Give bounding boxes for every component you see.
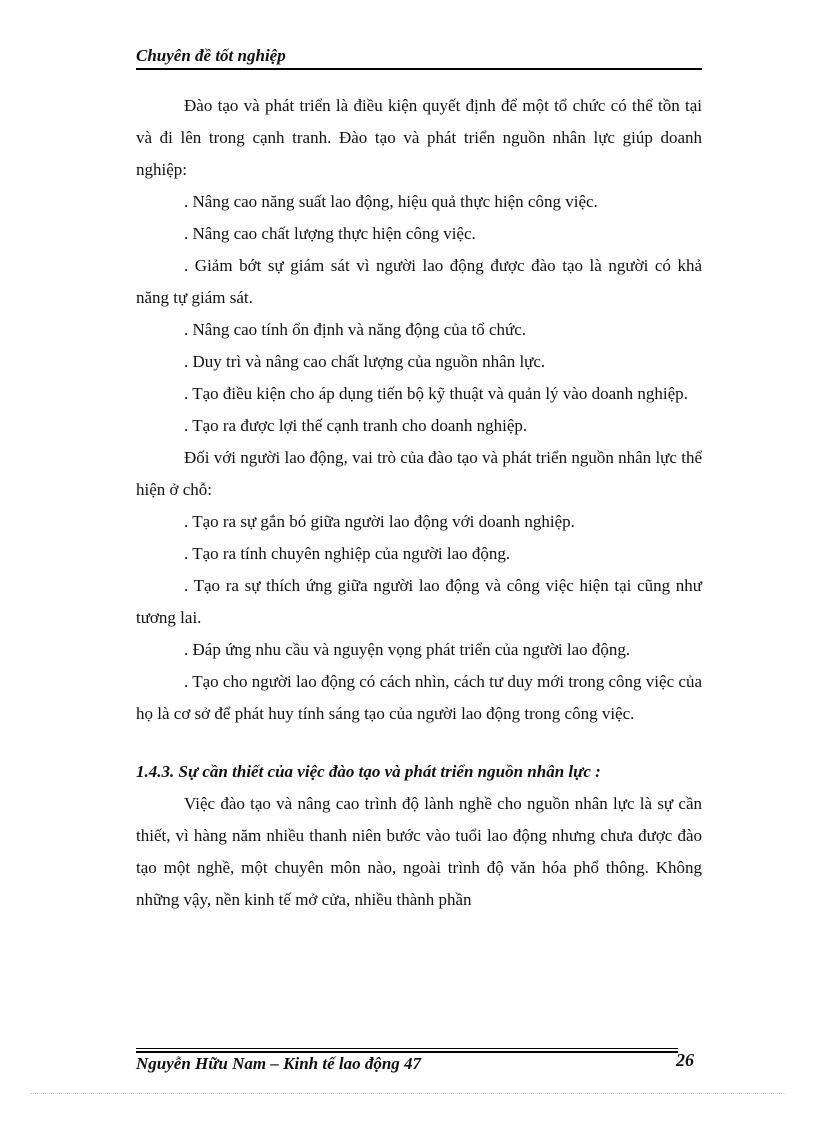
section-paragraph: Việc đào tạo và nâng cao trình độ lành nghề cho nguồn nhân lực là sự cần thiết, vì hàng năm nhiều thanh niên bước vào tuổi lao động nhưng chưa được đào tạo một nghề, một chuyên môn nào, ngoài trình độ văn hóa phổ thông. Không những vậy, nền kinh tế mở cửa, nhiều thành phần (136, 794, 702, 909)
footer-author: Nguyễn Hữu Nam – Kinh tế lao động 47 (136, 1054, 422, 1073)
body-text (136, 90, 702, 916)
paragraph: . Tạo cho người lao động có cách nhìn, cách tư duy mới trong công việc của họ là cơ sở để phát huy tính sáng tạo của người lao động trong công việc. (136, 672, 702, 723)
paragraph: . Nâng cao chất lượng thực hiện công việc. (184, 224, 476, 243)
paragraph: . Giảm bớt sự giám sát vì người lao động được đào tạo là người có khả năng tự giám sát. (136, 256, 702, 307)
page-header-title: Chuyên đề tốt nghiệp (136, 46, 702, 70)
paragraph: . Tạo điều kiện cho áp dụng tiến bộ kỹ thuật và quản lý vào doanh nghiệp. (184, 384, 688, 403)
section-heading: 1.4.3. Sự cần thiết của việc đào tạo và phát triển nguồn nhân lực : (136, 762, 601, 781)
paragraph: . Tạo ra sự gắn bó giữa người lao động với doanh nghiệp. (184, 512, 575, 531)
paragraph: Đào tạo và phát triển là điều kiện quyết định để một tổ chức có thể tồn tại và đi lên trong cạnh tranh. Đào tạo và phát triển nguồn nhân lực giúp doanh nghiệp: (136, 96, 702, 179)
paragraph: . Duy trì và nâng cao chất lượng của nguồn nhân lực. (184, 352, 546, 371)
paragraph: . Nâng cao tính ổn định và năng động của tổ chức. (184, 320, 527, 339)
paragraph: Đối với người lao động, vai trò của đào tạo và phát triển nguồn nhân lực thể hiện ở chỗ: (136, 448, 702, 499)
paragraph: . Nâng cao năng suất lao động, hiệu quả thực hiện công việc. (184, 192, 598, 211)
paragraph: . Tạo ra sự thích ứng giữa người lao động và công việc hiện tại cũng như tương lai. (136, 576, 702, 627)
paragraph: . Tạo ra tính chuyên nghiệp của người lao động. (184, 544, 511, 563)
footer-divider (136, 1051, 678, 1053)
footer-divider (136, 1048, 678, 1049)
page-number: 26 (676, 1050, 694, 1070)
page-edge-dotted-line (30, 1093, 786, 1094)
paragraph: . Đáp ứng nhu cầu và nguyện vọng phát triển của người lao động. (184, 640, 631, 659)
paragraph: . Tạo ra được lợi thế cạnh tranh cho doanh nghiệp. (184, 416, 528, 435)
